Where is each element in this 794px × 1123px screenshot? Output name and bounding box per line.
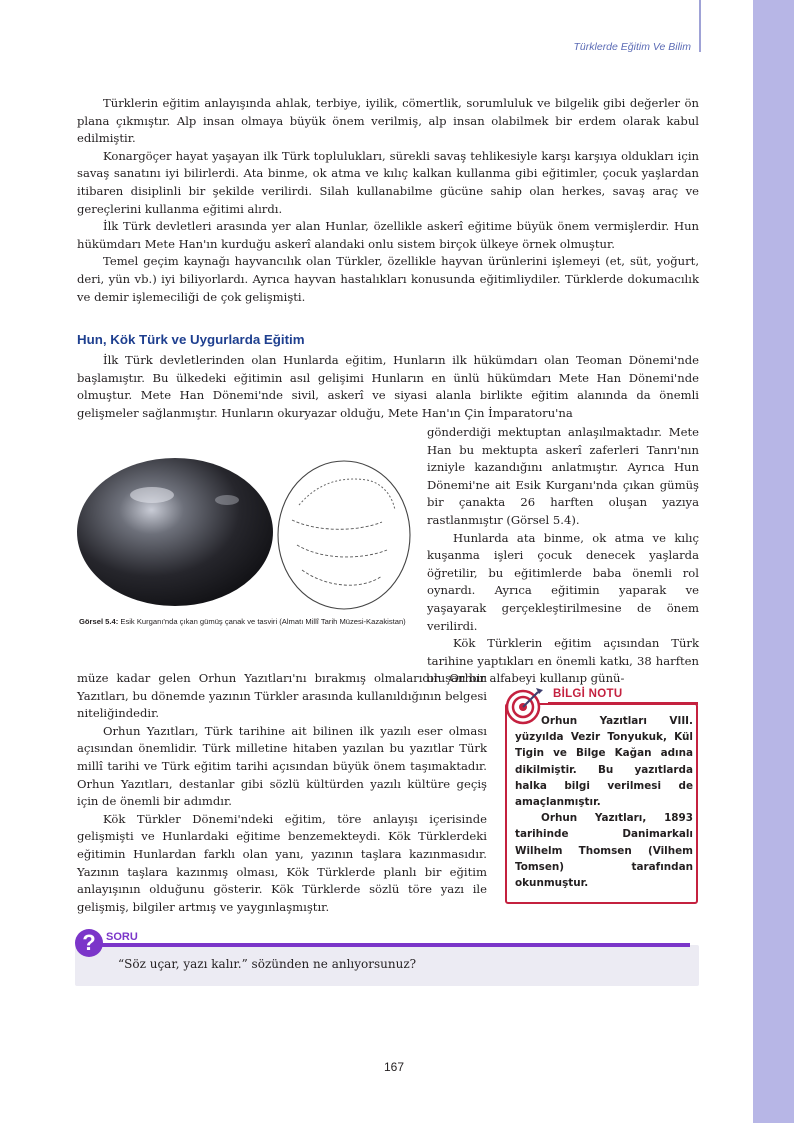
question-label: SORU: [106, 931, 138, 943]
paragraph: müze kadar gelen Orhun Yazıtları'nı bırakmış olmalarıdır. Orhun Yazıtları, bu dönemde yazının Türkler arasında kullanıldığının belgesi niteliğindedir.: [77, 671, 487, 721]
side-color-band: [753, 0, 794, 1123]
figure-5-4: [77, 450, 412, 613]
question-mark-icon: [74, 928, 104, 962]
paragraph: Orhun Yazıtları, Türk tarihine ait bilinen ilk yazılı eser olması açısından önemlidir. Türk milletine hitaben yazılan bu yazıtlar Türk millî tarihi ve Türk eğitim tarihi açısından büyük önem taşımaktadır. Orhun Yazıtları, destanlar gibi sözlü kültürden yazılı kültüre geçiş için de önemli bir adımdır.: [77, 723, 487, 809]
info-note-rule: [548, 702, 698, 705]
note-paragraph: Orhun Yazıtları VIII. yüzyılda Vezir Tonyukuk, Kül Tigin ve Bilge Kağan adına dikilmiştir. Bu yazıtlarda halka bilgi verilmesi de amaçlanmıştır.: [515, 715, 693, 809]
question-rule: [90, 943, 690, 947]
page-number: 167: [384, 1060, 405, 1074]
paragraph: İlk Türk devletlerinden olan Hunlarda eğitim, Hunların ilk hükümdarı olan Teoman Dönemi'nde başlamıştır. Bu ülkedeki eğitimin asıl gelişimi Hunların en ünlü hükümdarı Mete Han Dönemi'nde olmuştur. Mete Han Dönemi'nde sivil, askerî ve siyasi alanla birlikte eğitim alanında da önemli gelişmeler sağlanmıştır. Hunların okuryazar olduğu, Mete Han'ın Çin İmparatoru'na: [77, 353, 699, 420]
paragraph: Kök Türklerin eğitim açısından Türk tarihine yaptıkları en önemli katkı, 38 harften oluşan bir alfabeyi kullanıp günü-: [427, 636, 699, 686]
caption-label: Görsel 5.4:: [79, 617, 119, 626]
bowl-photo: [77, 458, 273, 606]
note-paragraph: Orhun Yazıtları, 1893 tarihinde Danimarkalı Wilhelm Thomsen (Vilhem Tomsen) tarafından okunmuştur.: [515, 812, 693, 890]
paragraph: gönderdiği mektuptan anlaşılmaktadır. Mete Han bu mektupta askerî zaferleri Tanrı'nın izniyle kazandığını anlatmıştır. Ayrıca Hun Dönemi'ne ait Esik Kurganı'nda çıkan gümüş bir çanakta 26 harften oluşan yazıya rastlanmıştır (Görsel 5.4).: [427, 425, 699, 527]
paragraph: Hunlarda ata binme, ok atma ve kılıç kuşanma işleri çocuk denecek yaşlarda öğretilir, bu eğitimlerde baba önemli rol oynardı. Ayrıca eğitimin yaparak ve yaşayarak gerçekleştirilmesine de önem verilirdi.: [427, 530, 699, 633]
info-note-header: [548, 688, 700, 706]
bowl-drawing: [278, 461, 410, 609]
paragraph: Temel geçim kaynağı hayvancılık olan Türkler, özellikle hayvan ürünlerini işlemeyi (et, süt, yoğurt, deri, yün vb.) iyi biliyorlardı. Ayrıca hayvan hastalıkları konusunda eğitimliydiler. Türklerde dokumacılık ve demir işlemeciliği de çok gelişmişti.: [77, 254, 699, 304]
right-column-text: [427, 424, 699, 688]
paragraph: Türklerin eğitim anlayışında ahlak, terbiye, iyilik, cömertlik, sorumluluk ve bilgelik gibi değerler ön plana çıkmıştır. Alp insan olmaya büyük önem verilmiş, alp insan olabilmek bir erdem olarak kabul edilmiştir.: [77, 96, 699, 146]
running-header: Türklerde Eğitim Ve Bilim: [573, 41, 691, 53]
svg-text:?: ?: [82, 930, 96, 955]
section-heading: Hun, Kök Türk ve Uygurlarda Eğitim: [77, 332, 305, 347]
header-rule: [699, 0, 701, 52]
section-intro-text: [77, 352, 699, 422]
paragraph: Konargöçer hayat yaşayan ilk Türk toplulukları, sürekli savaş tehlikesiyle karşı karşıya oldukları için savaş sanatını iyi bilirlerdi. Ata binme, ok atma ve kılıç kalkan kullanma gibi eğitimler, çocuk yaşlardan itibaren disiplinli bir şekilde verilirdi. Silah kullanabilme gücüne sahip olan herkes, savaş araç ve gereçlerini kullanma eğitimi alırdı.: [77, 148, 699, 216]
intro-text: [77, 95, 699, 306]
left-column-text: [77, 670, 487, 916]
info-note-label: BİLGİ NOTU: [553, 688, 623, 700]
info-note-body: [515, 713, 693, 891]
caption-text: Esik Kurganı'nda çıkan gümüş çanak ve tasviri (Almatı Millî Tarih Müzesi-Kazakistan): [118, 617, 406, 626]
silver-bowl-image: [77, 450, 412, 613]
paragraph: Kök Türkler Dönemi'ndeki eğitim, töre anlayışı içerisinde gelişmişti ve Hunlardaki eğitime benzemekteydi. Kök Türklerdeki eğitimin Hunlardan farklı olan yanı, yazının taşlara kazınmasıdır. Yazının taşlara kazınmış olması, Kök Türklerde planlı bir eğitim anlayışının olduğunu gösterir. Kök Türklerde sözlü töre yazı ile gelişmiş, bilgiler artmış ve yaygınlaşmıştır.: [77, 811, 487, 914]
paragraph: İlk Türk devletleri arasında yer alan Hunlar, özellikle askerî eğitime büyük önem vermişlerdir. Hun hükümdarı Mete Han'ın kurduğu askerî alandaki onlu sistem birçok ülkeye örnek olmuştur.: [77, 219, 699, 251]
question-text: “Söz uçar, yazı kalır.” sözünden ne anlıyorsunuz?: [118, 957, 417, 971]
figure-caption: [79, 616, 419, 628]
